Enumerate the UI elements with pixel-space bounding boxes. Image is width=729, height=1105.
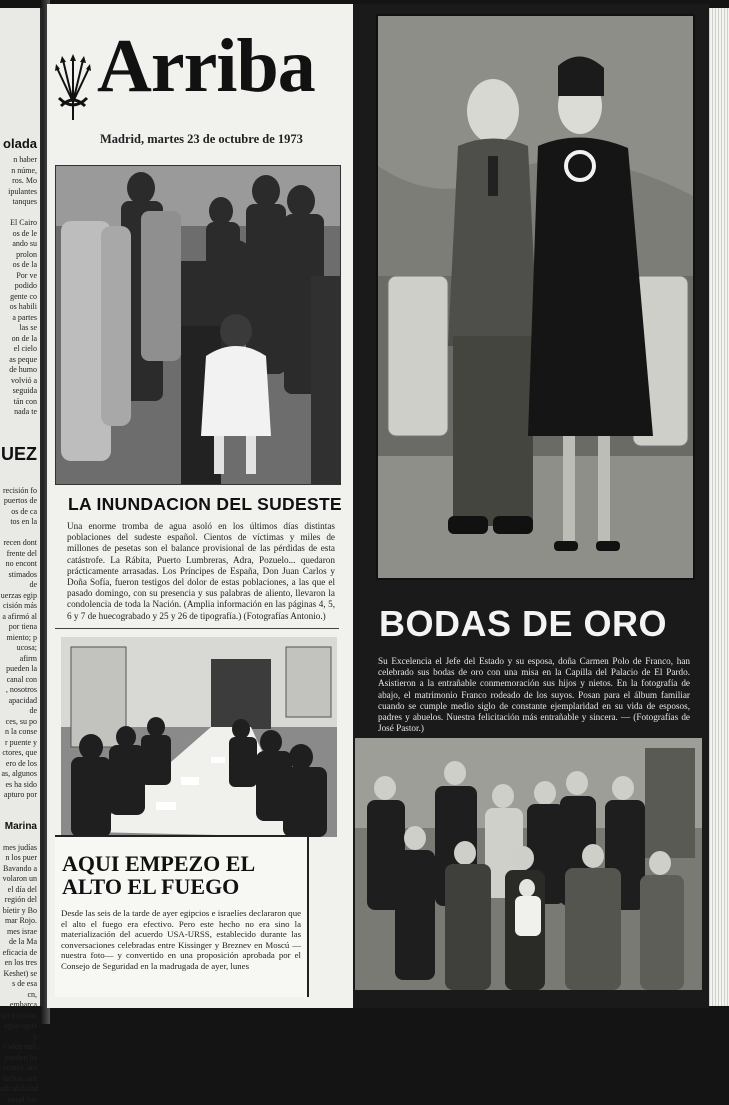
left-fragment-column-mid: recisión fo puertos de os de ca tos en la recen dont frente del no encont stimados de uerzas egip cisión más a afirmó al por tiena miento; p ucosa; afirm pueden la canal con , nosotros apacidad de ces, su po n la conse r puente y ctores, que ero de los as, algunos es ha sido apturo por <box>0 486 40 801</box>
left-fragment-heading-top: olada <box>0 136 40 151</box>
page-stack-edge <box>709 8 729 1006</box>
flood-body: Una enorme tromba de agua asoló en los últimos días distintas poblaciones del sudeste español. Cientos de víctimas y miles de millones de pesetas son el balance provisional de las pérdidas de esta catástrofe. La Rábita, Puerto Lumbreras, Adra, Pozuelo... quedaron prácticamente arrasadas. Los Príncipes de España, Don Juan Carlos y Doña Sofía, fueron testigos del dolor de estas poblaciones, a las que el pasado domingo, con su presencia y sus palabras de aliento, llevaron la condolencia de toda la Nación. (Amplia información en las páginas 4, 5, 6 y 7 de huecograbado y 25 y 26 de tipografía.) (Fotografías Antonio.) <box>67 521 335 622</box>
anniversary-portrait-photo <box>376 14 695 580</box>
left-fragment-heading-mid: UEZ <box>0 444 40 464</box>
masthead-title: Arriba <box>97 28 315 104</box>
column-divider <box>55 628 339 629</box>
ceasefire-headline: AQUI EMPEZO EL ALTO EL FUEGO <box>62 852 302 898</box>
flood-headline: LA INUNDACION DEL SUDESTE <box>68 494 342 515</box>
left-fragment-heading-low: Marina <box>0 821 40 833</box>
wedding-body: Su Excelencia el Jefe del Estado y su esposa, doña Carmen Polo de Franco, han celebrado sus bodas de oro con una misa en la Capilla del Palacio de El Pardo. Asistieron a la entrañable conmemoración sus hijos y nietos. En la fotografía de abajo, el matrimonio Franco rodeado de los suyos. Posan para el álbum familiar cuando se cumple medio siglo de constante ejemplaridad en su vida de esposos, padres y abuelos. Nuestra felicitación más entrañable y sincera. — (Fotografías de José Pastor.) <box>378 656 690 734</box>
wedding-headline: BODAS DE ORO <box>379 603 667 645</box>
yoke-and-arrows-icon <box>55 54 91 134</box>
masthead-date: Madrid, martes 23 de octubre de 1973 <box>100 132 303 147</box>
left-fragment-column-top: n haber n núme, ros. Mo ipulantes tanques El Cairo os de le ando su prolon os de la Por ve podido gente co os habili a partes las se on de la el cielo as peque de humo volvió a seguida tán con nada te <box>0 155 40 418</box>
flood-photo <box>55 165 341 485</box>
meeting-photo <box>61 637 337 837</box>
ceasefire-body: Desde las seis de la tarde de ayer egipcios e israelíes declararon que el alto el fuego era efectivo. Pero este hecho no era sino la materialización del acuerdo USA-URSS, establecido durante las conversaciones celebradas entre Kissinger y Breznev en Moscú —nuestra foto— y convertido en una proposición aprobada por el Consejo de Seguridad en la madrugada de ayer, lunes <box>61 908 301 972</box>
left-fragment-column-low: mes judías n los puer Bavando a volaron un el día del región del bíetir y Bo mar Rojo. mes israe de la Ma eficacia de en los tres Keshet) se s de esa cn, embarca un misiona agua-agua y cados mili pueden ha vento), am luchas aint offcabilidad naval fue <box>0 843 40 1105</box>
family-group-photo <box>355 738 702 990</box>
left-page-fragment <box>0 8 42 1006</box>
